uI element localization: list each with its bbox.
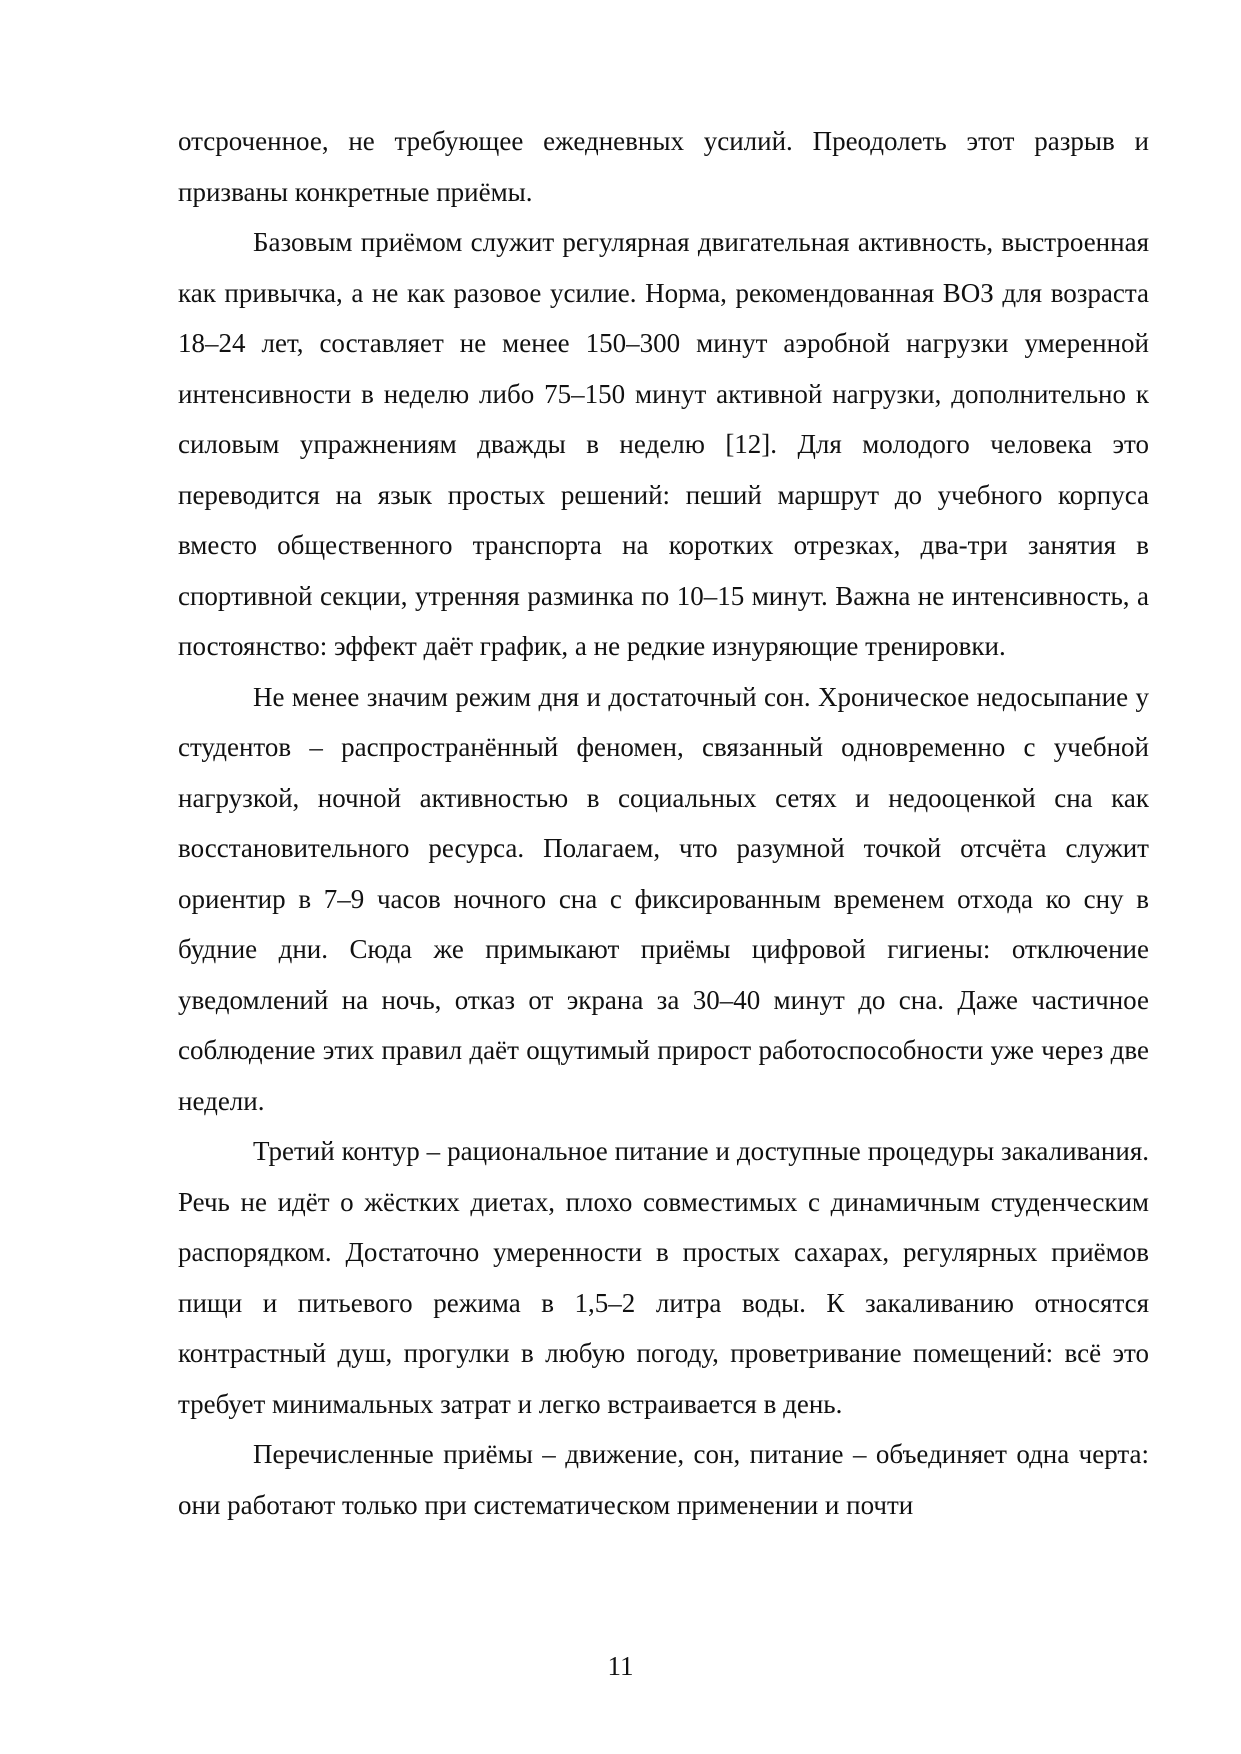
page-number: 11	[607, 1651, 634, 1681]
paragraph-sleep-routine: Не менее значим режим дня и достаточный сон. Хроническое недосыпание у студентов – распространённый феномен, связанный одновременно с учебной нагрузкой, ночной активностью в социальных сетях и недооценкой сна как восстановительного ресурса. Полагаем, что разумной точкой отсчёта служит ориентир в 7–9 часов ночного сна с фиксированным временем отхода ко сну в будние дни. Сюда же примыкают приёмы цифровой гигиены: отключение уведомлений на ночь, отказ от экрана за 30–40 минут до сна. Даже частичное соблюдение этих правил даёт ощутимый прирост работоспособности уже через две недели.	[178, 681, 1149, 1116]
paragraph-physical-activity: Базовым приёмом служит регулярная двигательная активность, выстроенная как привычка, а не как разовое усилие. Норма, рекомендованная ВОЗ для возраста 18–24 лет, составляет не менее 150–300 минут аэробной нагрузки умеренной интенсивности в неделю либо 75–150 минут активной нагрузки, дополнительно к силовым упражнениям дважды в неделю [12]. Для молодого человека это переводится на язык простых решений: пеший маршрут до учебного корпуса вместо общественного транспорта на коротких отрезках, два-три занятия в спортивной секции, утренняя разминка по 10–15 минут. Важна не интенсивность, а постоянство: эффект даёт график, а не редкие изнуряющие тренировки.	[178, 227, 1149, 661]
paragraph-continuation: отсроченное, не требующее ежедневных усилий. Преодолеть этот разрыв и призваны конкретные приёмы.	[178, 126, 1149, 207]
paragraph-nutrition-hardening: Третий контур – рациональное питание и доступные процедуры закаливания. Речь не идёт о жёстких диетах, плохо совместимых с динамичным студенческим распорядком. Достаточно умеренности в простых сахарах, регулярных приёмов пищи и питьевого режима в 1,5–2 литра воды. К закаливанию относятся контрастный душ, прогулки в любую погоду, проветривание помещений: всё это требует минимальных затрат и легко встраивается в день.	[178, 1136, 1149, 1419]
paragraph-summary: Перечисленные приёмы – движение, сон, питание – объединяет одна черта: они работают только при систематическом применении и почти	[178, 1439, 1149, 1520]
body-text	[178, 116, 1149, 1530]
